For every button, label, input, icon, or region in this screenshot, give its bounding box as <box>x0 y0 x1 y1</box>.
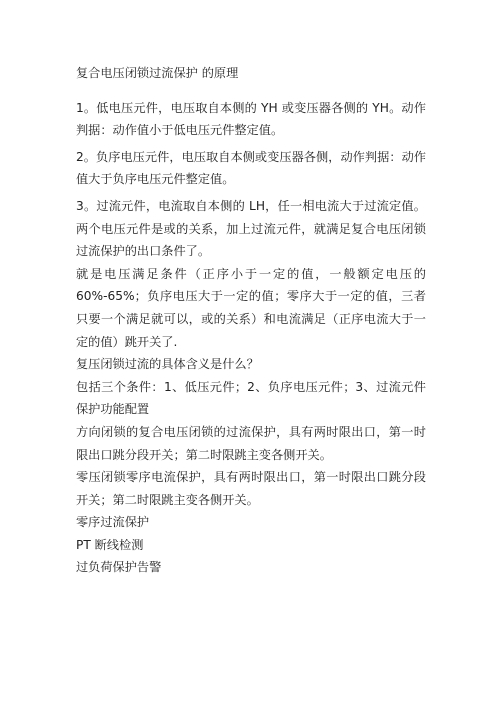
document-title: 复合电压闭锁过流保护 的原理 <box>76 66 239 80</box>
paragraph-negative-sequence-element: 2。负序电压元件，电压取自本侧或变压器各侧，动作判据：动作值大于负序电压元件整定值。 <box>76 149 426 187</box>
paragraph-zero-voltage-lockout: 零压闭锁零序电流保护，具有两时限出口，第一时限出口跳分段开关；第二时限跳主变各侧开关。 <box>76 470 426 507</box>
paragraph-pt-break-detection: PT 断线检测 <box>76 537 144 552</box>
paragraph-low-voltage-element: 1。低电压元件，电压取自本侧的 YH 或变压器各侧的 YH。动作判据：动作值小于低电压元件整定值。 <box>76 100 426 138</box>
paragraph-question: 复压闭锁过流的具体含义是什么？ <box>76 357 259 372</box>
paragraph-three-conditions: 包括三个条件：1、低压元件；2、负序电压元件；3、过流元件保护功能配置 <box>76 379 426 417</box>
paragraph-overcurrent-element: 3。过流元件，电流取自本侧的 LH，任一相电流大于过流定值。两个电压元件是或的关系，加上过流元件，就满足复合电压闭锁过流保护的出口条件了。 <box>76 198 426 259</box>
paragraph-condition-summary: 就是电压满足条件（正序小于一定的值，一般额定电压的60%-65%；负序电压大于一定的值；零序大于一定的值，三者只要一个满足就可以，或的关系）和电流满足（正序电流大于一定的值）跳开关了. <box>76 266 426 349</box>
paragraph-zero-sequence-overcurrent: 零序过流保护 <box>76 515 150 530</box>
paragraph-directional-lockout: 方向闭锁的复合电压闭锁的过流保护，具有两时限出口，第一时限出口跳分段开关；第二时限跳主变各侧开关。 <box>76 424 426 462</box>
document-body <box>76 62 426 579</box>
paragraph-overload-alarm: 过负荷保护告警 <box>76 560 162 575</box>
